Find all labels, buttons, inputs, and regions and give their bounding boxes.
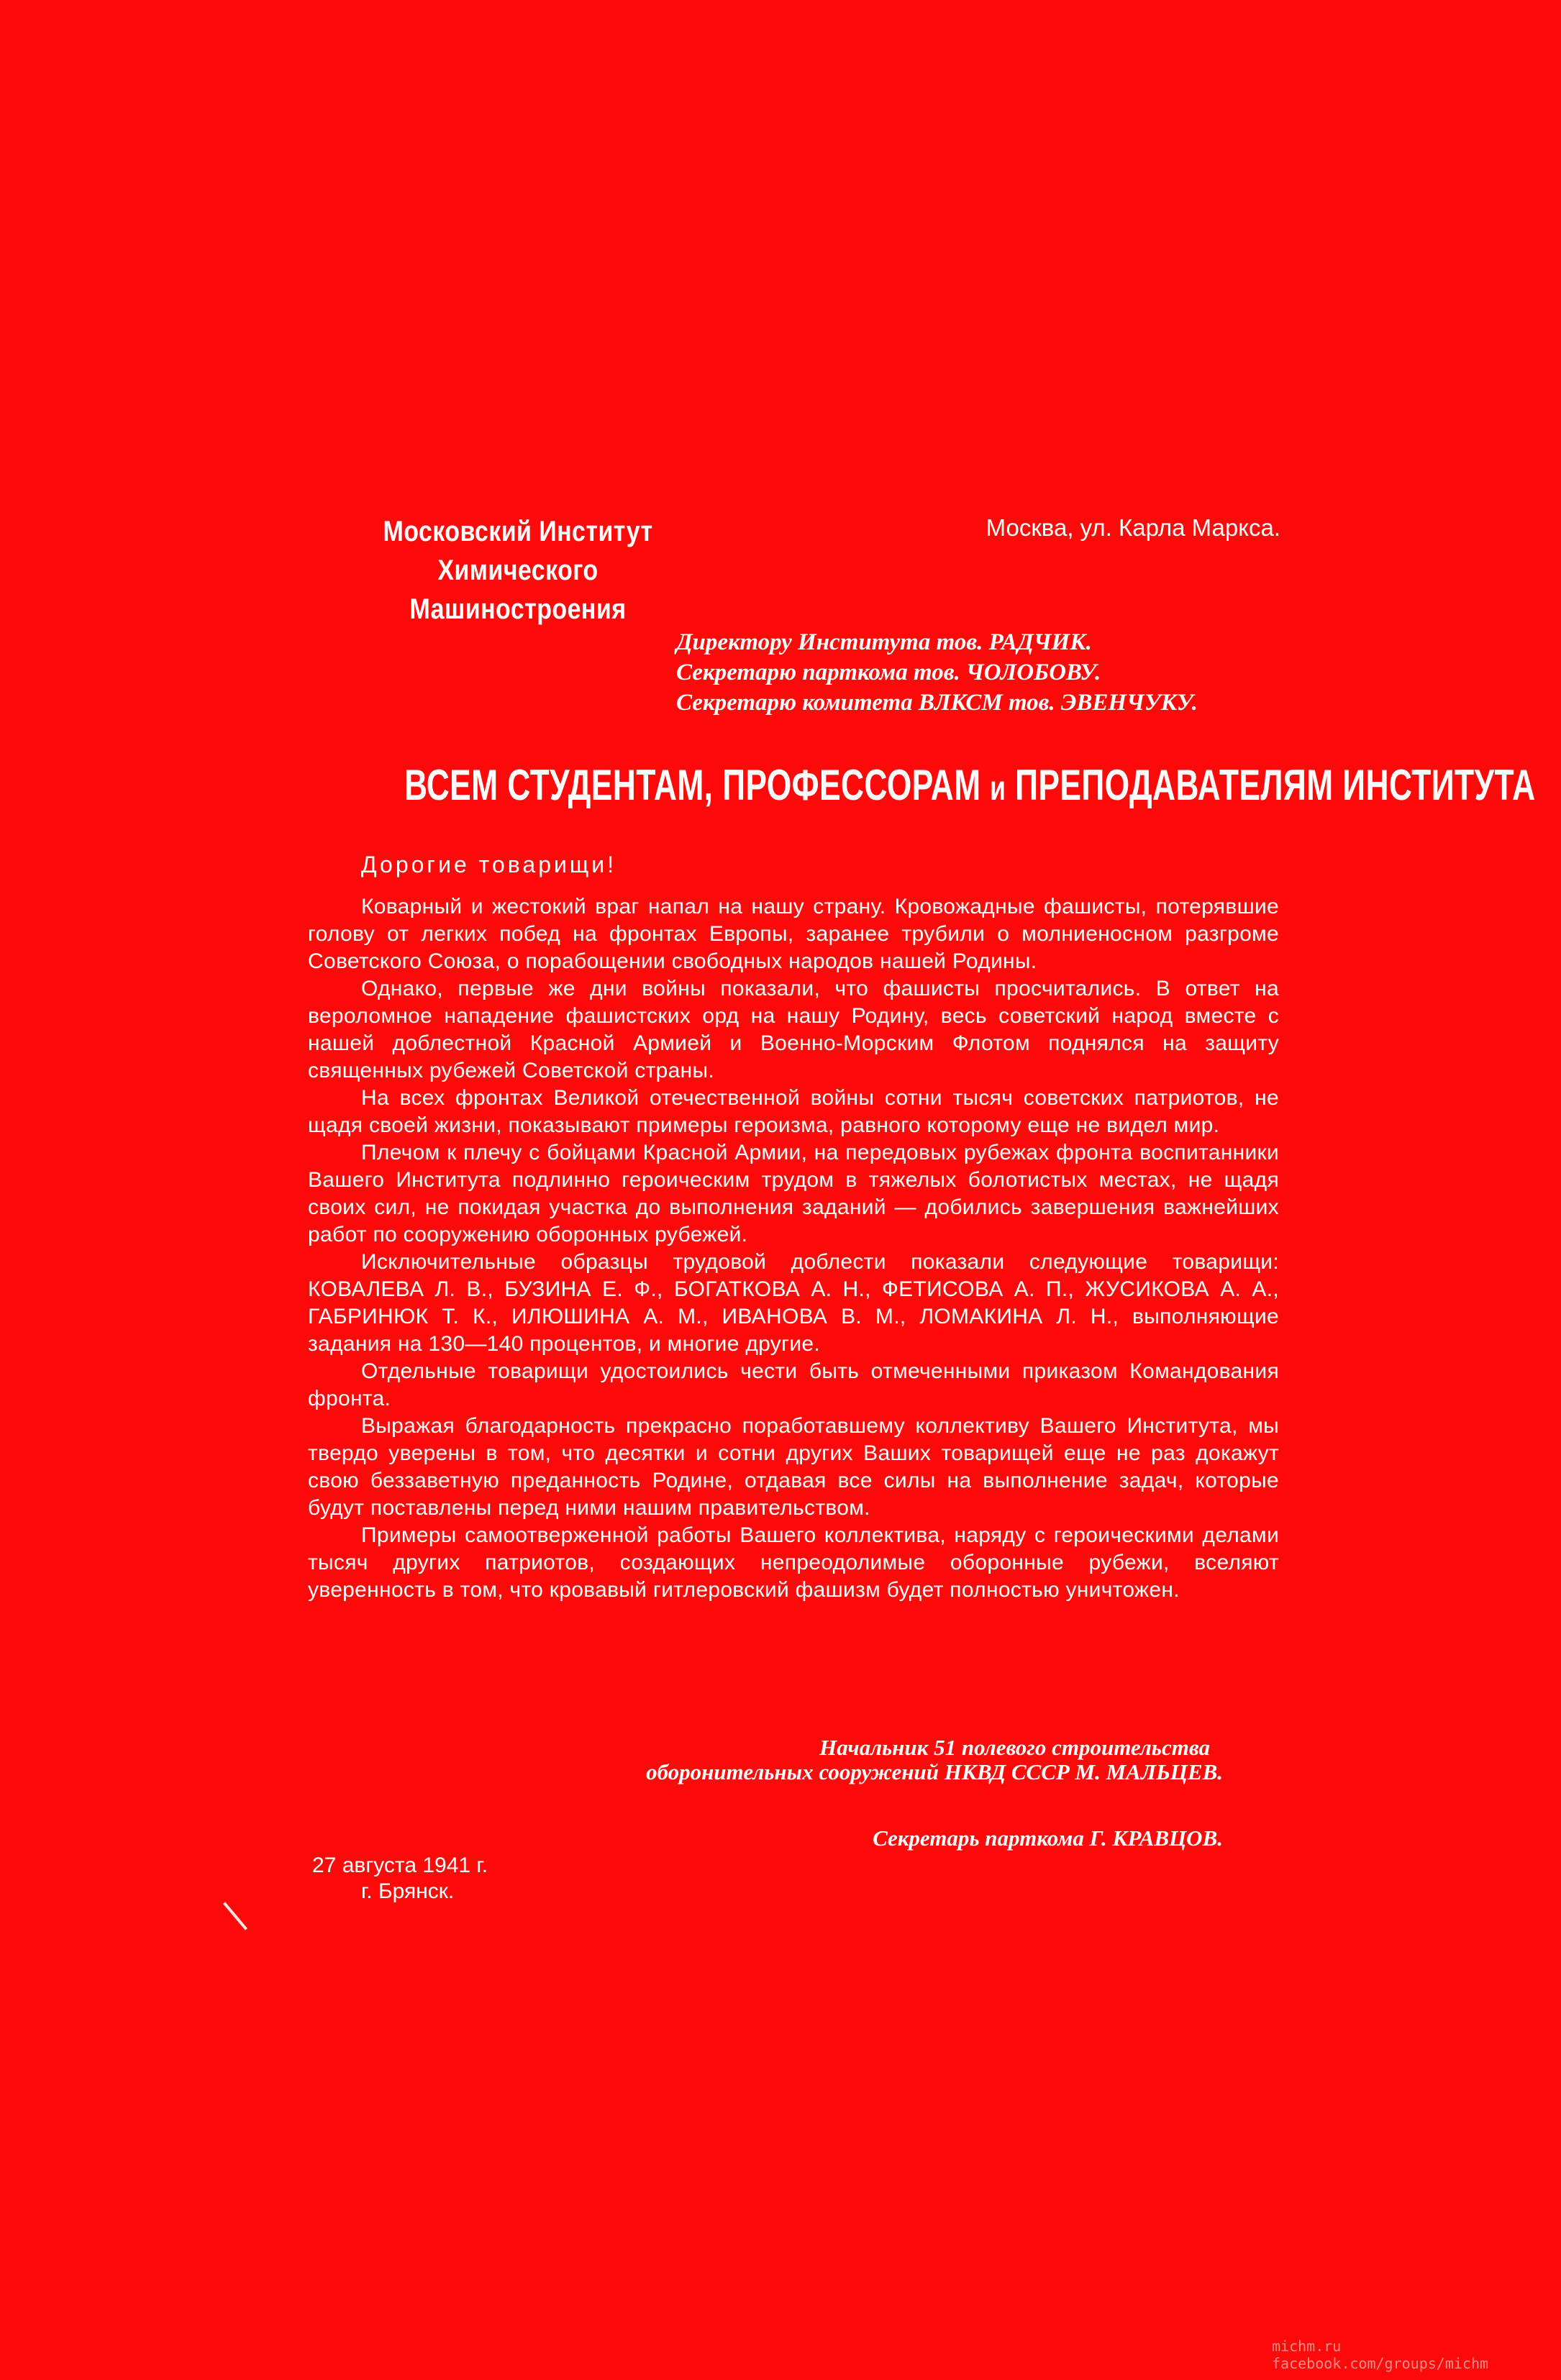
organization-name (310, 512, 726, 629)
signature-chief-line-2: оборонительных сооружений НКВД СССР М. МАЛЬЦЕВ. (646, 1759, 1223, 1784)
paragraph: На всех фронтах Великой отечественной войны сотни тысяч советских патриотов, не щадя своей жизни, показывают примеры героизма, равного которому еще не видел мир. (308, 1086, 1279, 1137)
signature-chief (504, 1736, 1223, 1784)
paragraph: Отдельные товарищи удостоились чести быть отмеченными приказом Командования фронта. (308, 1359, 1279, 1410)
paragraph: Примеры самоотверженной работы Вашего коллектива, наряду с героическими делами тысяч других патриотов, создающих непреодолимые оборонные рубежи, вселяют уверенность в том, что кровавый гитлеровский фашизм будет полностью уничтожен. (308, 1523, 1279, 1602)
letter-body (308, 893, 1279, 1604)
recipient-komsomol-secretary: Секретарю комитета ВЛКСМ тов. ЭВЕНЧУКУ. (676, 690, 1198, 716)
headline-part-3: ПРЕПОДАВАТЕЛЯМ ИНСТИТУТА (1006, 761, 1536, 809)
paragraph: Выражая благодарность прекрасно поработавшему коллективу Вашего Института, мы твердо уверены в том, что десятки и сотни других Ваших товарищей еще не раз докажут свою беззаветную преданность Родине, отдавая все силы на выполнение задач, которые будут поставлены перед ними нашим правительством. (308, 1414, 1279, 1520)
address: Москва, ул. Карла Маркса. (986, 514, 1280, 541)
greeting: Дорогие товарищи! (361, 852, 616, 877)
watermark (1272, 2338, 1488, 2372)
print-mark (223, 1902, 247, 1930)
organization-line-1: Московский Институт Химического (383, 516, 653, 586)
paragraph: Плечом к плечу с бойцами Красной Армии, на передовых рубежах фронта воспитанники Вашего Института подлинно героическим трудом в тяжелых болотистых местах, не щадя своих сил, не покидая участка до выполнения заданий — добились завершения важнейших работ по сооружению оборонных рубежей. (308, 1141, 1279, 1246)
signature-secretary: Секретарь парткома Г. КРАВЦОВ. (873, 1825, 1223, 1851)
paragraph: Коварный и жестокий враг напал на нашу страну. Кровожадные фашисты, потерявшие голову от легких побед на фронтах Европы, заранее трубили о молниеносном разгроме Советского Союза, о порабощении свободных народов нашей Родины. (308, 895, 1279, 973)
paragraph: Однако, первые же дни войны показали, что фашисты просчитались. В ответ на вероломное нападение фашистских орд на нашу Родину, весь советский народ вместе с нашей доблестной Красной Армией и Военно-Морским Флотом поднялся на защиту священных рубежей Советской страны. (308, 977, 1279, 1082)
date-place-block (312, 1853, 488, 1905)
headline-part-1: ВСЕМ СТУДЕНТАМ, ПРОФЕССОРАМ (404, 761, 991, 809)
recipients-block (676, 627, 1280, 718)
recipient-party-secretary: Секретарю парткома тов. ЧОЛОБОВУ. (676, 660, 1101, 685)
headline-conjunction: и (990, 770, 1006, 808)
recipient-director: Директору Института тов. РАДЧИК. (676, 629, 1092, 655)
watermark-line-1: michm.ru (1272, 2338, 1342, 2355)
watermark-line-2: facebook.com/groups/michm (1272, 2355, 1489, 2372)
paragraph: Исключительные образцы трудовой доблести показали следующие товарищи: КОВАЛЕВА Л. В., БУЗИНА Е. Ф., БОГАТКОВА А. Н., ФЕТИСОВА А. П., ЖУСИКОВА А. А., ГАБРИНЮК Т. К., ИЛЮШИНА А. М., ИВАНОВА В. М., ЛОМАКИНА Л. Н., выполняющие задания на 130—140 процентов, и многие другие. (308, 1250, 1279, 1356)
signature-chief-line-1: Начальник 51 полевого строительства (819, 1735, 1210, 1760)
headline (404, 757, 1536, 818)
letter-place: г. Брянск. (361, 1879, 455, 1903)
letter-date: 27 августа 1941 г. (312, 1854, 488, 1877)
organization-line-2: Машиностроения (409, 593, 627, 625)
